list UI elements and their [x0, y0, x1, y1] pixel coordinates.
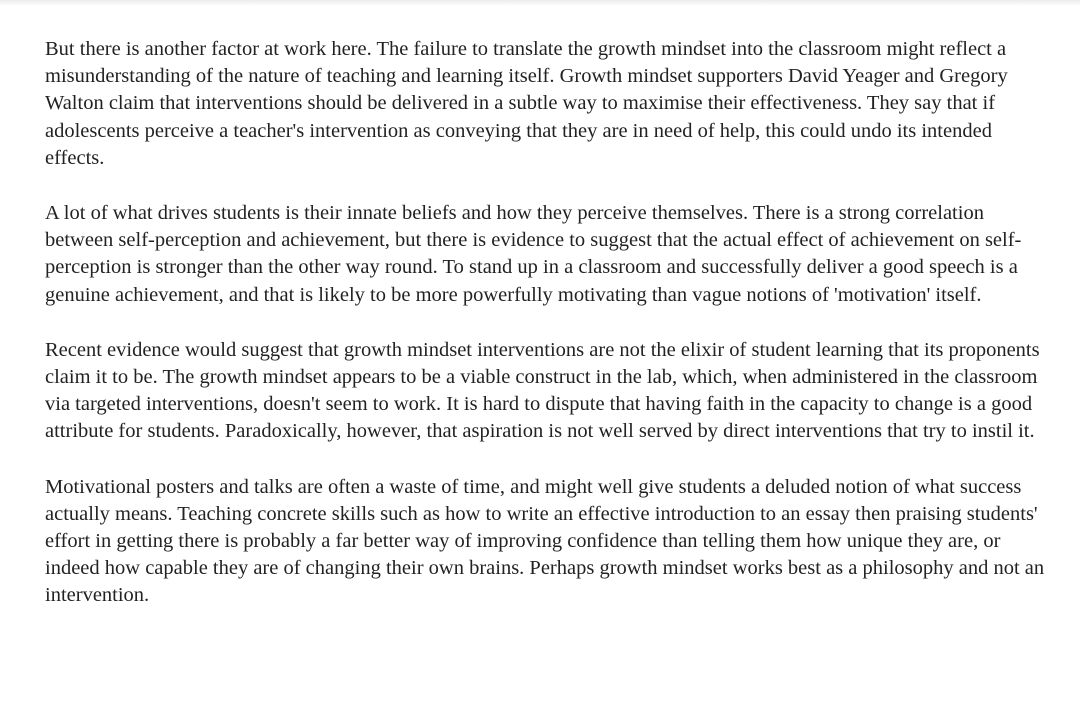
- top-divider: [0, 0, 1080, 6]
- paragraph-1: But there is another factor at work here. The failure to translate the growth mindset into the classroom might reflect a misunderstanding of the nature of teaching and learning itself. Growth mindset supporters David Yeager and Gregory Walton claim that interventions should be delivered in a subtle way to maximise their effectiveness. They say that if adolescents perceive a teacher's intervention as conveying that they are in need of help, this could undo its intended effects.: [45, 38, 1008, 169]
- article-body: [45, 36, 1045, 638]
- paragraph-4: Motivational posters and talks are often a waste of time, and might well give students a deluded notion of what success actually means. Teaching concrete skills such as how to write an effective introduction to an essay then praising students' effort in getting there is probably a far better way of improving confidence than telling them how unique they are, or indeed how capable they are of changing their own brains. Perhaps growth mindset works best as a philosophy and not an intervention.: [45, 475, 1045, 607]
- paragraph-3: Recent evidence would suggest that growth mindset interventions are not the elixir of student learning that its proponents claim it to be. The growth mindset appears to be a viable construct in the lab, which, when administered in the classroom via targeted interventions, doesn't seem to work. It is hard to dispute that having faith in the capacity to change is a good attribute for students. Paradoxically, however, that aspiration is not well served by direct interventions that try to instil it.: [45, 338, 1040, 443]
- paragraph-2: A lot of what drives students is their innate beliefs and how they perceive themselves. There is a strong correlation between self-perception and achievement, but there is evidence to suggest that the actual effect of achievement on self-perception is stronger than the other way round. To stand up in a classroom and successfully deliver a good speech is a genuine achievement, and that is likely to be more powerfully motivating than vague notions of 'motivation' itself.: [45, 202, 1022, 306]
